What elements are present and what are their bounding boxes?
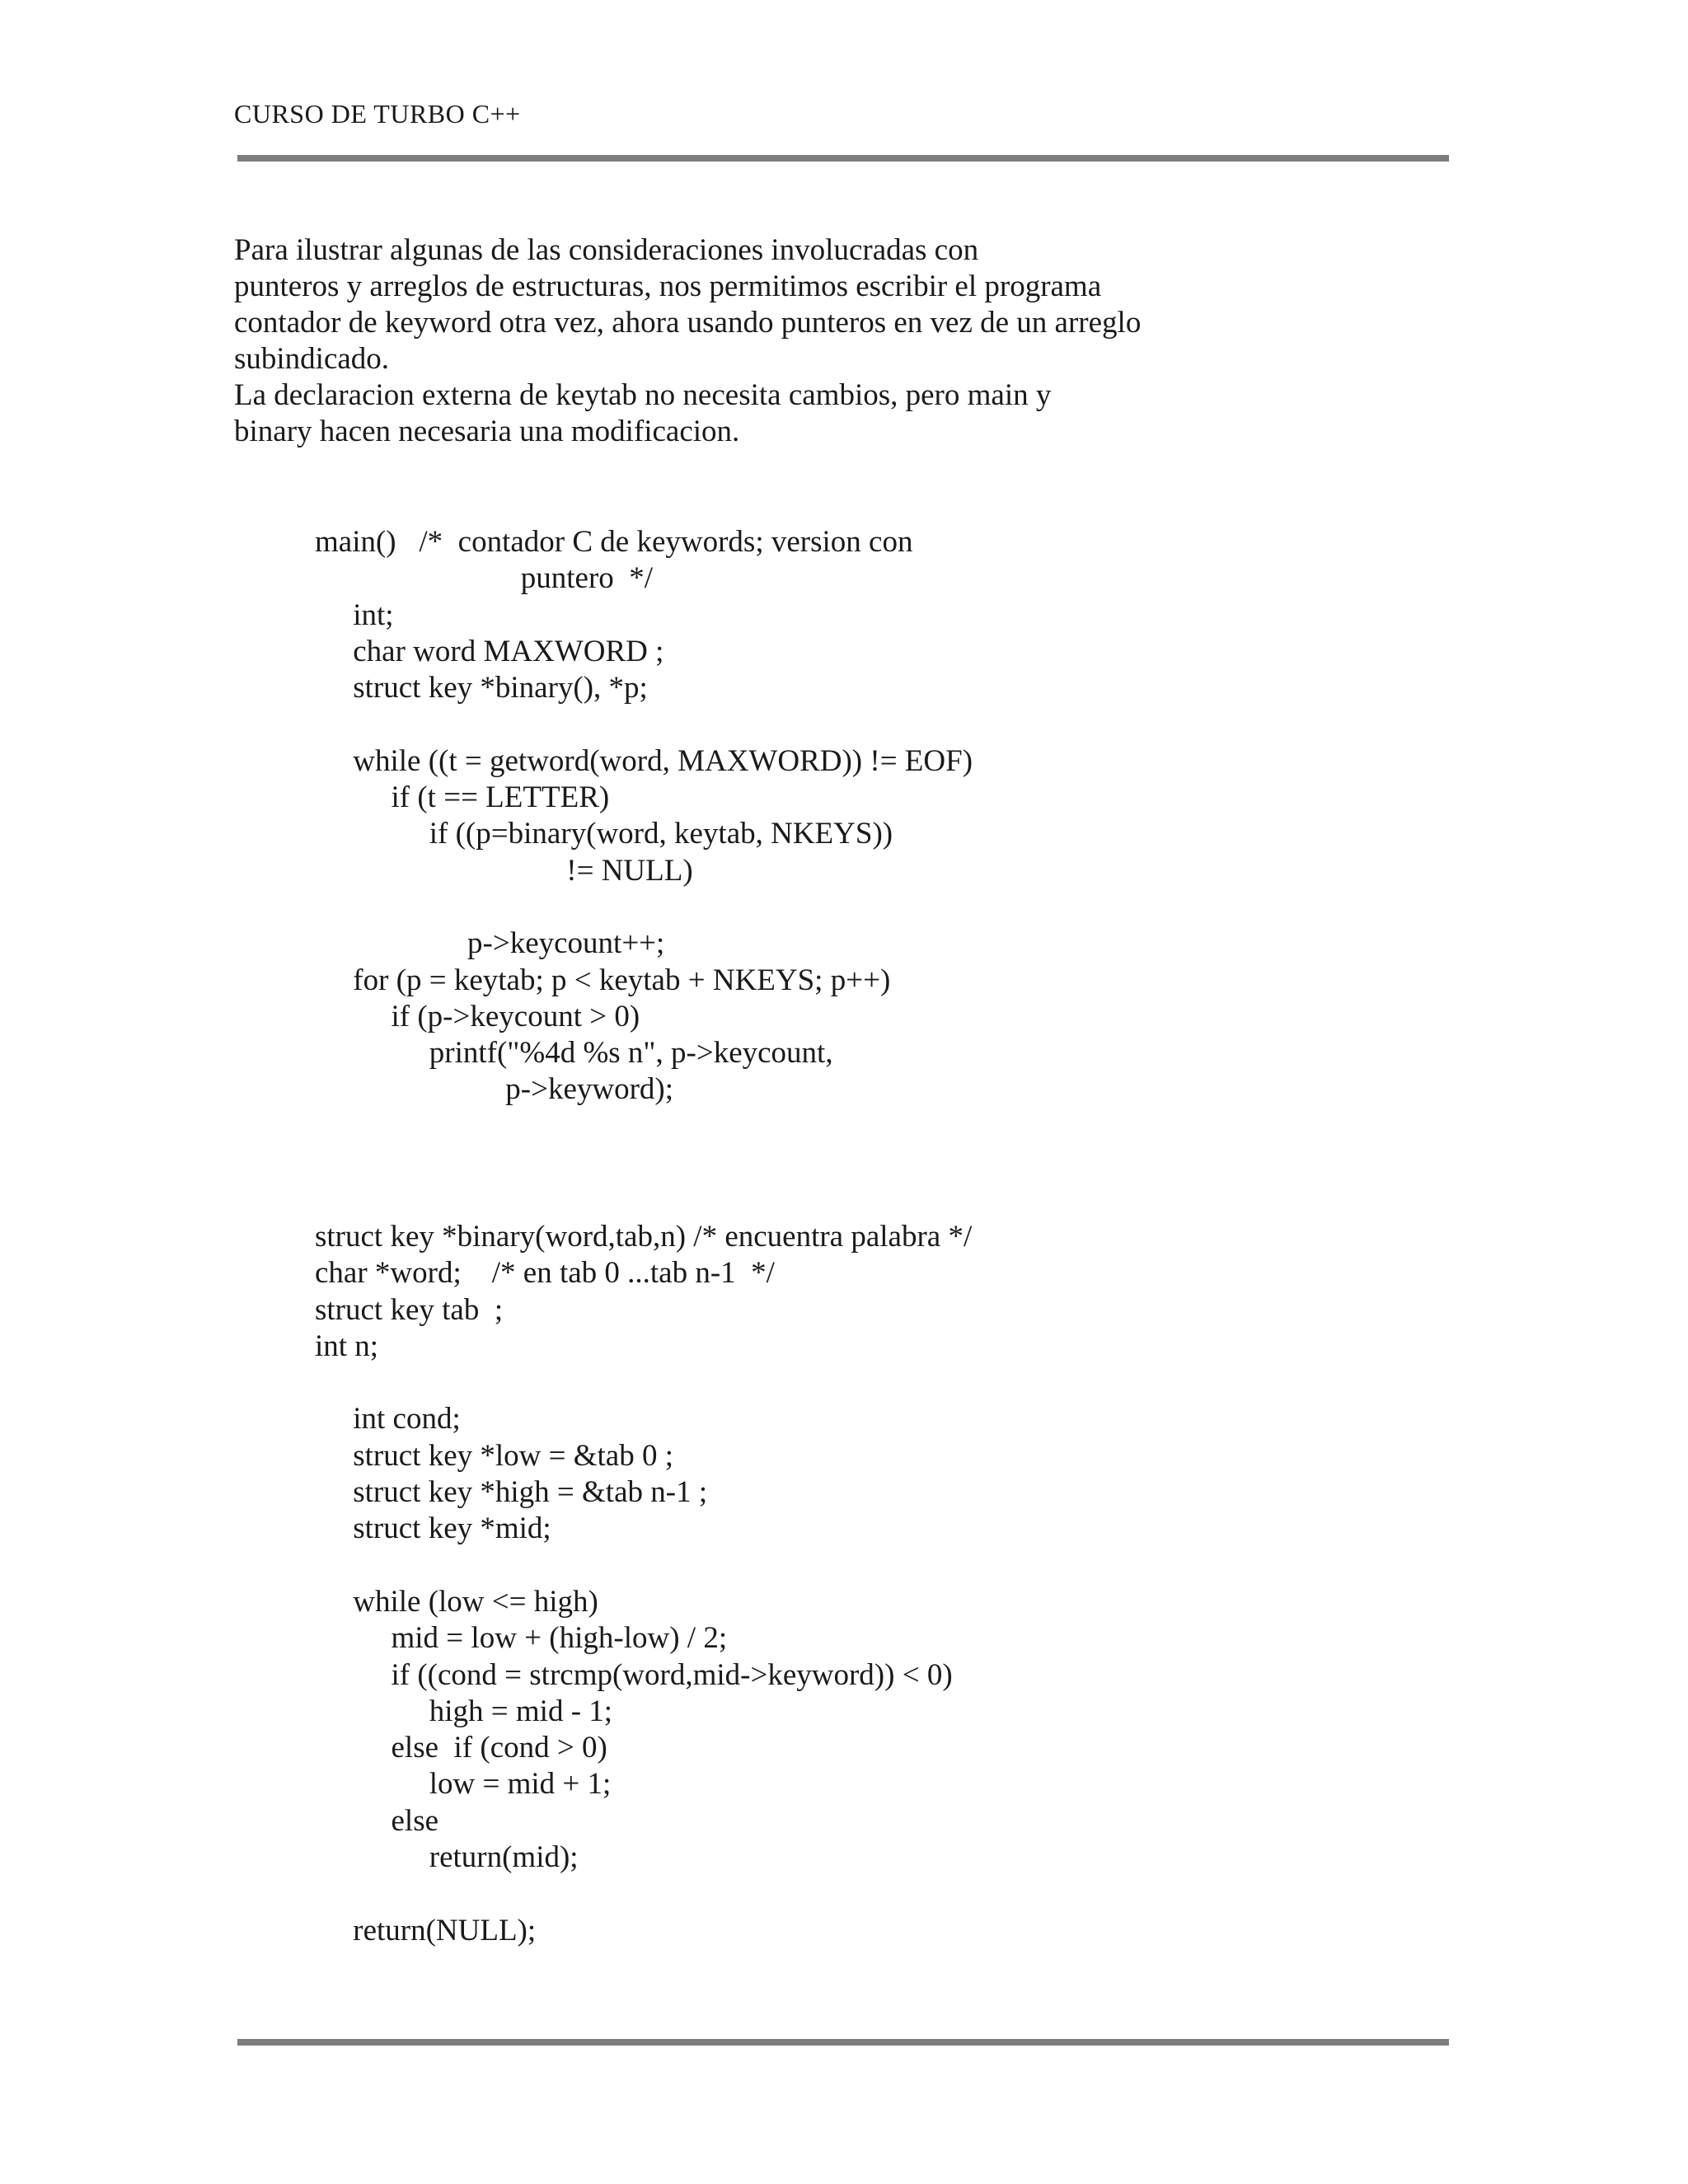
- code-line: [315, 1548, 972, 1584]
- code-line: struct key tab ;: [315, 1292, 504, 1327]
- code-line: != NULL): [315, 853, 693, 888]
- intro-line: contador de keyword otra vez, ahora usando punteros en vez de un arreglo: [234, 306, 1142, 340]
- code-line: low = mid + 1;: [315, 1767, 612, 1802]
- code-line: [315, 889, 973, 926]
- code-line: if ((cond = strcmp(word,mid->keyword)) < 0): [315, 1657, 953, 1692]
- intro-line: subindicado.: [234, 342, 390, 376]
- code-line: [315, 1876, 972, 1912]
- code-line: char *word; /* en tab 0 ...tab n-1 */: [315, 1256, 775, 1291]
- code-line: while ((t = getword(word, MAXWORD)) != EOF): [315, 743, 973, 778]
- code-line: else: [315, 1803, 439, 1838]
- footer-rule: [237, 2039, 1449, 2046]
- code-line: return(mid);: [315, 1840, 579, 1875]
- code-line: [315, 706, 973, 743]
- intro-paragraph: [234, 232, 1446, 450]
- code-line: struct key *binary(word,tab,n) /* encuentra palabra */: [315, 1220, 973, 1254]
- intro-line: punteros y arreglos de estructuras, nos permitimos escribir el programa: [234, 269, 1102, 303]
- intro-line: La declaracion externa de keytab no necesita cambios, pero main y: [234, 378, 1052, 412]
- code-line: main() /* contador C de keywords; version con: [315, 525, 913, 559]
- code-line: else if (cond > 0): [315, 1731, 607, 1765]
- code-line: char word MAXWORD ;: [315, 634, 664, 668]
- code-line: struct key *high = &tab n-1 ;: [315, 1475, 708, 1510]
- code-line: return(NULL);: [315, 1913, 537, 1947]
- header-rule: [237, 155, 1449, 162]
- code-line: high = mid - 1;: [315, 1694, 613, 1728]
- code-line: p->keycount++;: [315, 926, 665, 961]
- code-line: int n;: [315, 1329, 379, 1363]
- code-line: if ((p=binary(word, keytab, NKEYS)): [315, 817, 893, 851]
- code-line: puntero */: [315, 561, 654, 596]
- code-line: struct key *mid;: [315, 1511, 551, 1546]
- code-line: printf("%4d %s n", p->keycount,: [315, 1036, 833, 1071]
- code-line: struct key *binary(), *p;: [315, 671, 648, 705]
- code-line: mid = low + (high-low) / 2;: [315, 1621, 728, 1656]
- intro-line: Para ilustrar algunas de las consideraciones involucradas con: [234, 233, 979, 267]
- code-line: for (p = keytab; p < keytab + NKEYS; p++): [315, 963, 891, 997]
- intro-line: binary hacen necesaria una modificacion.: [234, 415, 740, 448]
- code-block-main: [315, 524, 973, 1108]
- code-line: p->keyword);: [315, 1072, 674, 1107]
- code-line: if (t == LETTER): [315, 780, 610, 815]
- code-line: if (p->keycount > 0): [315, 999, 640, 1033]
- code-line: [315, 1365, 972, 1401]
- code-line: int cond;: [315, 1402, 461, 1436]
- code-block-binary: [315, 1219, 972, 1949]
- code-line: while (low <= high): [315, 1584, 598, 1619]
- code-line: struct key *low = &tab 0 ;: [315, 1438, 674, 1473]
- code-line: int;: [315, 598, 394, 632]
- page-header: CURSO DE TURBO C++: [234, 99, 521, 129]
